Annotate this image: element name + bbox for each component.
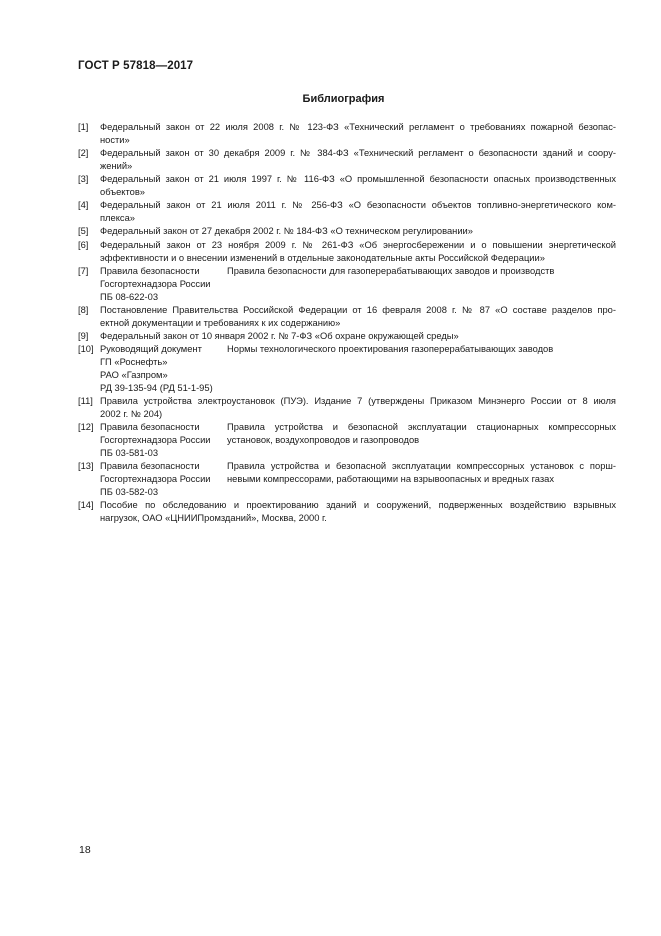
reference-source [100,421,227,460]
reference-line: ектной документации и требованиях к их содержанию» [100,317,341,328]
reference-title-line: Правила устройства и безопасной эксплуатации компрессорных установок с порш- [227,461,616,472]
reference-number: [2] [78,148,89,159]
reference-title [227,460,616,499]
reference-number: [13] [78,461,94,472]
reference-title-line: Нормы технологического проектирования газоперерабатывающих заводов [227,344,554,355]
reference-item [78,330,616,343]
reference-number: [12] [78,422,94,433]
reference-number: [8] [78,304,89,315]
reference-line: Пособие по обследованию и проектированию зданий и сооружений, подверженных воздействию взрывных [100,500,616,511]
reference-line: Федеральный закон от 27 декабря 2002 г. № 184-ФЗ «О техническом регулировании» [100,226,473,237]
reference-line: эффективности и о внесении изменений в отдельные законодательные акты Российской Федерации» [100,252,545,263]
reference-title-line: установок, воздухопроводов и газопроводов [227,435,420,446]
reference-title [227,421,616,460]
reference-line: жений» [100,161,133,172]
reference-item [78,421,616,460]
reference-number: [5] [78,226,89,237]
reference-item [78,199,616,225]
reference-title-line: невыми компрессорами, работающими на взрывоопасных и вредных газах [227,474,555,485]
reference-text [100,121,616,147]
reference-source-line: ПБ 03-582-03 [100,486,159,497]
reference-number: [11] [78,396,93,406]
reference-line: Федеральный закон от 21 июля 2011 г. № 256-ФЗ «О безопасности объектов топливно-энергетического ком- [100,200,616,211]
reference-text [100,395,616,421]
reference-title-line: Правила безопасности для газоперерабатывающих заводов и производств [227,265,555,276]
reference-item [78,225,616,238]
reference-source-line: ГП «Роснефть» [100,356,168,367]
reference-source-line: ПБ 08-622-03 [100,291,159,302]
page-number: 18 [79,844,91,856]
reference-line: плекса» [100,213,135,224]
reference-text [100,421,616,460]
reference-list [78,121,616,525]
reference-source-line: Руководящий документ [100,344,202,355]
reference-source [100,460,227,499]
reference-number: [4] [78,200,89,211]
reference-number: [9] [78,330,89,341]
standard-code: ГОСТ Р 57818—2017 [78,60,194,72]
reference-source [100,265,227,304]
reference-text [100,199,616,225]
reference-source [100,343,227,395]
reference-line: Федеральный закон от 10 января 2002 г. № 7-ФЗ «Об охране окружающей среды» [100,330,459,341]
reference-text [100,499,616,525]
reference-title-line: Правила устройства и безопасной эксплуатации стационарных компрессорных [227,422,616,433]
reference-number: [6] [78,239,89,250]
reference-text [100,304,616,330]
reference-line: Федеральный закон от 21 июля 1997 г. № 116-ФЗ «О промышленной безопасности опасных производственных [100,174,616,185]
reference-item [78,121,616,147]
reference-number: [7] [78,265,89,276]
reference-source-line: Правила безопасности [100,265,200,276]
reference-title [227,343,616,395]
reference-source-line: Правила безопасности [100,422,200,433]
reference-text [100,265,616,304]
reference-source-line: Правила безопасности [100,461,200,472]
reference-text [100,343,616,395]
reference-item [78,499,616,525]
reference-number: [14] [78,500,94,511]
reference-line: нагрузок, ОАО «ЦНИИПромзданий», Москва, 2000 г. [100,513,327,524]
reference-text [100,225,616,238]
reference-item [78,147,616,173]
reference-source-line: Госгортехнадзора России [100,474,211,485]
reference-item [78,239,616,265]
bibliography-heading: Библиография [302,93,385,105]
reference-source-line: РАО «Газпром» [100,369,168,380]
reference-line: ности» [100,134,130,145]
reference-item [78,395,616,421]
reference-line: объектов» [100,187,145,198]
reference-number: [10] [78,344,94,355]
reference-source-line: Госгортехнадзора России [100,435,211,446]
reference-item [78,265,616,304]
reference-text [100,239,616,265]
reference-text [100,460,616,499]
reference-number: [3] [78,174,89,185]
reference-line: 2002 г. № 204) [100,408,163,419]
reference-source-line: РД 39-135-94 (РД 51-1-95) [100,382,213,393]
reference-line: Федеральный закон от 22 июля 2008 г. № 123-ФЗ «Технический регламент о требованиях пожарной безопас- [100,122,616,132]
reference-line: Правила устройства электроустановок (ПУЭ). Издание 7 (утверждены Приказом Минэнерго России от 8 июля [100,396,616,406]
reference-line: Федеральный закон от 23 ноября 2009 г. № 261-ФЗ «Об энергосбережении и о повышении энергетической [100,239,616,250]
reference-number: [1] [78,122,89,132]
reference-source-line: Госгортехнадзора России [100,278,211,289]
reference-text [100,330,616,343]
reference-title [227,265,616,304]
reference-line: Постановление Правительства Российской Федерации от 16 февраля 2008 г. № 87 «О составе разделов про- [100,304,616,315]
reference-text [100,173,616,199]
reference-item [78,460,616,499]
reference-line: Федеральный закон от 30 декабря 2009 г. № 384-ФЗ «Технический регламент о безопасности зданий и соору- [100,148,616,159]
reference-source-line: ПБ 03-581-03 [100,447,159,458]
reference-text [100,147,616,173]
reference-item [78,343,616,395]
reference-item [78,173,616,199]
reference-item [78,304,616,330]
